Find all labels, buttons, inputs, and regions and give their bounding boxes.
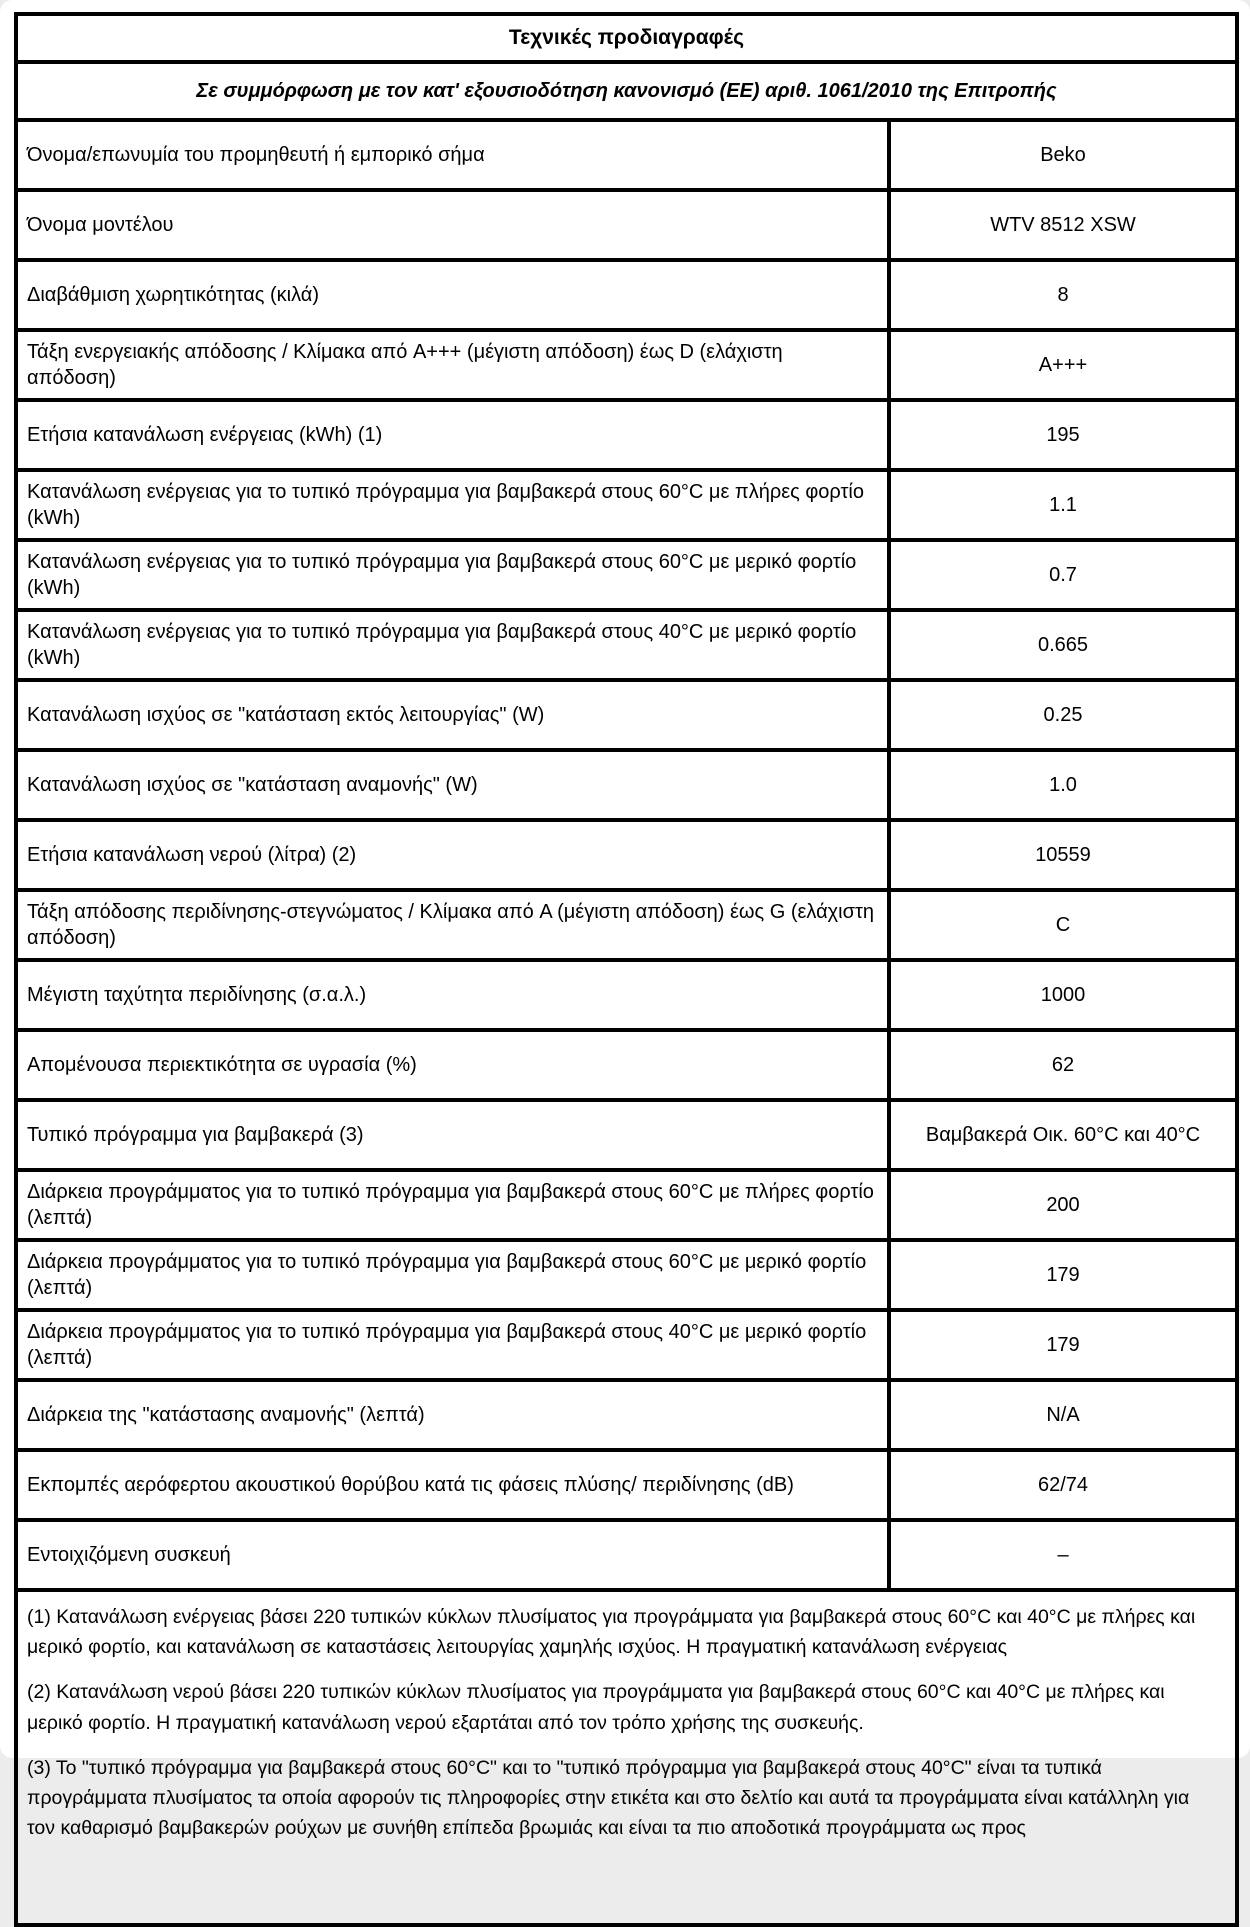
spec-label: Απομένουσα περιεκτικότητα σε υγρασία (%) — [16, 1030, 889, 1100]
table-row — [16, 890, 1237, 960]
table-row — [16, 330, 1237, 400]
spec-value: Beko — [889, 120, 1237, 190]
table-row — [16, 960, 1237, 1030]
table-row — [16, 1100, 1237, 1170]
spec-value: 10559 — [889, 820, 1237, 890]
spec-label: Κατανάλωση ισχύος σε "κατάσταση εκτός λειτουργίας" (W) — [16, 680, 889, 750]
table-row — [16, 540, 1237, 610]
spec-label: Τάξη ενεργειακής απόδοσης / Κλίμακα από A+++ (μέγιστη απόδοση) έως D (ελάχιστη απόδοση) — [16, 330, 889, 400]
spec-rows — [16, 120, 1237, 1590]
spec-label: Τυπικό πρόγραμμα για βαμβακερά (3) — [16, 1100, 889, 1170]
spec-value: A+++ — [889, 330, 1237, 400]
spec-value: 0.7 — [889, 540, 1237, 610]
spec-label: Όνομα μοντέλου — [16, 190, 889, 260]
regulation-subtitle: Σε συμμόρφωση με τον κατ' εξουσιοδότηση κανονισμό (ΕΕ) αριθ. 1061/2010 της Επιτροπής — [16, 62, 1237, 120]
spec-label: Διάρκεια της "κατάστασης αναμονής" (λεπτά) — [16, 1380, 889, 1450]
spec-label: Ετήσια κατανάλωση ενέργειας (kWh) (1) — [16, 400, 889, 470]
title-row — [16, 14, 1237, 62]
spec-value: 62/74 — [889, 1450, 1237, 1520]
footnotes-section — [16, 1590, 1237, 1925]
table-row — [16, 610, 1237, 680]
table-row — [16, 820, 1237, 890]
spec-value: – — [889, 1520, 1237, 1590]
table-row — [16, 1380, 1237, 1450]
spec-value: 179 — [889, 1310, 1237, 1380]
table-row — [16, 190, 1237, 260]
spec-value: 195 — [889, 400, 1237, 470]
table-row — [16, 470, 1237, 540]
spec-value: 179 — [889, 1240, 1237, 1310]
footnotes-row — [16, 1590, 1237, 1925]
spec-label: Ετήσια κατανάλωση νερού (λίτρα) (2) — [16, 820, 889, 890]
spec-value: 1.1 — [889, 470, 1237, 540]
table-row — [16, 1450, 1237, 1520]
table-row — [16, 1030, 1237, 1100]
footnote-item: (3) Το "τυπικό πρόγραμμα για βαμβακερά στους 60°C" και το "τυπικό πρόγραμμα για βαμβακερά στους 40°C" είναι τα τυπικά προγράμματα πλυσίματος τα οποία αφορούν τις πληροφορίες στην ετικέτα και στο δελτίο και αυτά τα προγράμματα είναι κατάλληλη για τον καθαρισμό βαμβακερών ρούχων με συνήθη επίπεδα βρωμιάς και είναι τα πιο αποδοτικά προγράμματα ως προς — [27, 1756, 1190, 1840]
footnotes — [16, 1590, 1237, 1925]
table-row — [16, 1240, 1237, 1310]
spec-label: Μέγιστη ταχύτητα περιδίνησης (σ.α.λ.) — [16, 960, 889, 1030]
table-row — [16, 120, 1237, 190]
spec-value: 200 — [889, 1170, 1237, 1240]
table-row — [16, 260, 1237, 330]
spec-value: Βαμβακερά Οικ. 60°C και 40°C — [889, 1100, 1237, 1170]
spec-value: 0.25 — [889, 680, 1237, 750]
spec-value: 8 — [889, 260, 1237, 330]
spec-table-header — [16, 14, 1237, 120]
table-row — [16, 400, 1237, 470]
subtitle-row — [16, 62, 1237, 120]
spec-label: Διάρκεια προγράμματος για το τυπικό πρόγραμμα για βαμβακερά στους 60°C με πλήρες φορτίο (λεπτά) — [16, 1170, 889, 1240]
table-row — [16, 1170, 1237, 1240]
footnote-item: (2) Κατανάλωση νερού βάσει 220 τυπικών κύκλων πλυσίματος για προγράμματα για βαμβακερά στους 60°C και 40°C με πλήρες και μερικό φορτίο. Η πραγματική κατανάλωση νερού εξαρτάται από τον τρόπο χρήσης της συσκευής. — [27, 1681, 1165, 1734]
spec-value: WTV 8512 XSW — [889, 190, 1237, 260]
spec-label: Διάρκεια προγράμματος για το τυπικό πρόγραμμα για βαμβακερά στους 40°C με μερικό φορτίο (λεπτά) — [16, 1310, 889, 1380]
page-title: Τεχνικές προδιαγραφές — [16, 14, 1237, 62]
spec-table — [14, 12, 1239, 1927]
spec-label: Εντοιχιζόμενη συσκευή — [16, 1520, 889, 1590]
table-row — [16, 750, 1237, 820]
spec-value: C — [889, 890, 1237, 960]
spec-value: 0.665 — [889, 610, 1237, 680]
table-row — [16, 1520, 1237, 1590]
spec-value: 1.0 — [889, 750, 1237, 820]
spec-label: Όνομα/επωνυμία του προμηθευτή ή εμπορικό σήμα — [16, 120, 889, 190]
spec-label: Κατανάλωση ενέργειας για το τυπικό πρόγραμμα για βαμβακερά στους 60°C με πλήρες φορτίο (kWh) — [16, 470, 889, 540]
spec-label: Εκπομπές αερόφερτου ακουστικού θορύβου κατά τις φάσεις πλύσης/ περιδίνησης (dB) — [16, 1450, 889, 1520]
footnote-item: (1) Κατανάλωση ενέργειας βάσει 220 τυπικών κύκλων πλυσίματος για προγράμματα για βαμβακερά στους 60°C και 40°C με πλήρες και μερικό φορτίο, και κατανάλωση σε καταστάσεις λειτουργίας χαμηλής ισχύος. Η πραγματική κατανάλωση ενέργειας — [27, 1606, 1196, 1659]
spec-value: N/A — [889, 1380, 1237, 1450]
spec-value: 1000 — [889, 960, 1237, 1030]
table-row — [16, 1310, 1237, 1380]
table-row — [16, 680, 1237, 750]
spec-label: Κατανάλωση ενέργειας για το τυπικό πρόγραμμα για βαμβακερά στους 40°C με μερικό φορτίο (kWh) — [16, 610, 889, 680]
footnotes-list — [27, 1602, 1221, 1844]
spec-label: Τάξη απόδοσης περιδίνησης-στεγνώματος / Κλίμακα από A (μέγιστη απόδοση) έως G (ελάχιστη απόδοση) — [16, 890, 889, 960]
spec-label: Διάρκεια προγράμματος για το τυπικό πρόγραμμα για βαμβακερά στους 60°C με μερικό φορτίο (λεπτά) — [16, 1240, 889, 1310]
spec-label: Κατανάλωση ενέργειας για το τυπικό πρόγραμμα για βαμβακερά στους 60°C με μερικό φορτίο (kWh) — [16, 540, 889, 610]
spec-value: 62 — [889, 1030, 1237, 1100]
spec-label: Διαβάθμιση χωρητικότητας (κιλά) — [16, 260, 889, 330]
spec-label: Κατανάλωση ισχύος σε "κατάσταση αναμονής" (W) — [16, 750, 889, 820]
